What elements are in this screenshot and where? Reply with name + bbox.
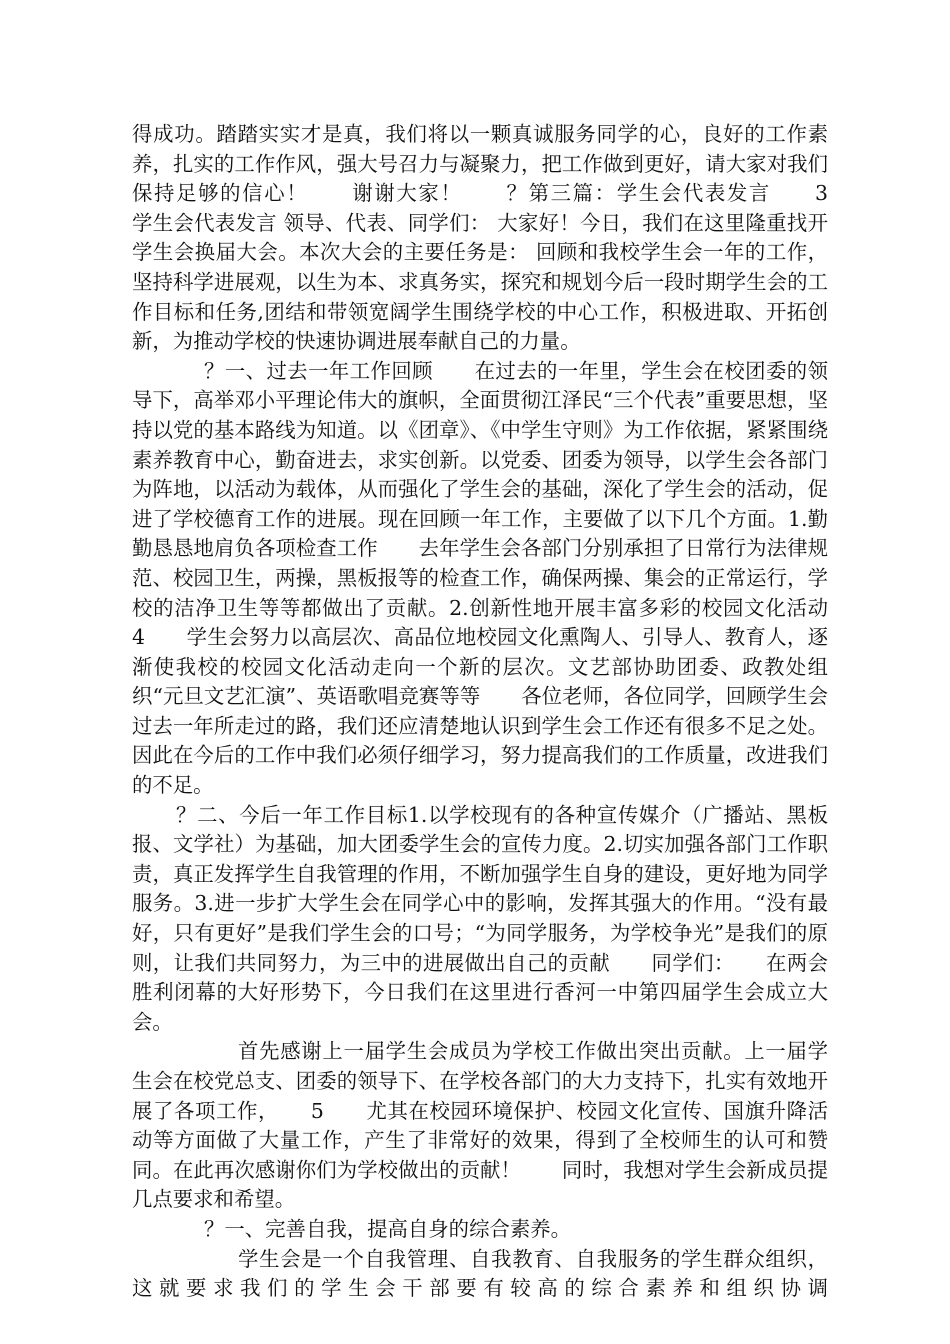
paragraph-1: 得成功。踏踏实实才是真，我们将以一颗真诚服务同学的心，良好的工作素养，扎实的工作作风，强大号召力与凝聚力，把工作做到更好，请大家对我们保持足够的信心！ 谢谢大家！ ？第三篇：学生会代表发言 3 学生会代表发言 领导、代表、同学们： 大家好！今日，我们在这里隆重找开学生会换届大会。本次大会的主要任务是： 回顾和我校学生会一年的工作，坚持科学进展观，以生为本、求真务实，探究和规划今后一段时期学生会的工作目标和任务,团结和带领宽阔学生围绕学校的中心工作，积极进取、开拓创新，为推动学校的快速协调进展奉献自己的力量。 (132, 122, 869, 354)
document-body (132, 120, 869, 1304)
paragraph-6: 学生会是一个自我管理、自我教育、自我服务的学生群众组织，这就要求我们的学生会干部要有较高的综合素养和组织协调 (132, 1246, 828, 1301)
paragraph-2: ？一、过去一年工作回顾 在过去的一年里，学生会在校团委的领导下，高举邓小平理论伟大的旗帜，全面贯彻江泽民“三个代表”重要思想，坚持以党的基本路线为知道。以《团章》、《中学生守则》为工作依据，紧紧围绕素养教育中心，勤奋进去，求实创新。以党委、团委为领导，以学生会各部门为阵地，以活动为载体，从而强化了学生会的基础，深化了学生会的活动，促进了学校德育工作的进展。现在回顾一年工作，主要做了以下几个方面。1.勤勤恳恳地肩负各项检查工作 去年学生会各部门分别承担了日常行为法律规范、校园卫生，两操，黑板报等的检查工作，确保两操、集会的正常运行，学校的洁净卫生等等都做出了贡献。2.创新性地开展丰富多彩的校园文化活动 4 学生会努力以高层次、高品位地校园文化熏陶人、引导人、教育人，逐渐使我校的校园文化活动走向一个新的层次。文艺部协助团委、政教处组织“元旦文艺汇演”、英语歌唱竞赛等等 各位老师，各位同学，回顾学生会过去一年所走过的路，我们还应清楚地认识到学生会工作还有很多不足之处。因此在今后的工作中我们必须仔细学习，努力提高我们的工作质量，改进我们的不足。 (132, 358, 869, 798)
paragraph-5: ？一、完善自我，提高自身的综合素养。 (204, 1216, 572, 1241)
paragraph-4: 首先感谢上一届学生会成员为学校工作做出突出贡献。上一届学生会在校党总支、团委的领导下、在学校各部门的大力支持下，扎实有效地开展了各项工作， 5 尤其在校园环境保护、校园文化宣传、国旗升降活动等方面做了大量工作，产生了非常好的效果，得到了全校师生的认可和赞同。在此再次感谢你们为学校做出的贡献！ 同时，我想对学生会新成员提几点要求和希望。 (132, 1039, 828, 1212)
paragraph-3: ？二、今后一年工作目标1.以学校现有的各种宣传媒介（广播站、黑板报、文学社）为基础，加大团委学生会的宣传力度。2.切实加强各部门工作职责，真正发挥学生自我管理的作用，不断加强学生自身的建设，更好地为同学服务。3.进一步扩大学生会在同学心中的影响，发挥其强大的作用。“没有最好，只有更好”是我们学生会的口号；“为同学服务，为学校争光”是我们的原则，让我们共同努力，为三中的进展做出自己的贡献 同学们： 在两会胜利闭幕的大好形势下，今日我们在这里进行香河一中第四届学生会成立大会。 (132, 802, 828, 1034)
